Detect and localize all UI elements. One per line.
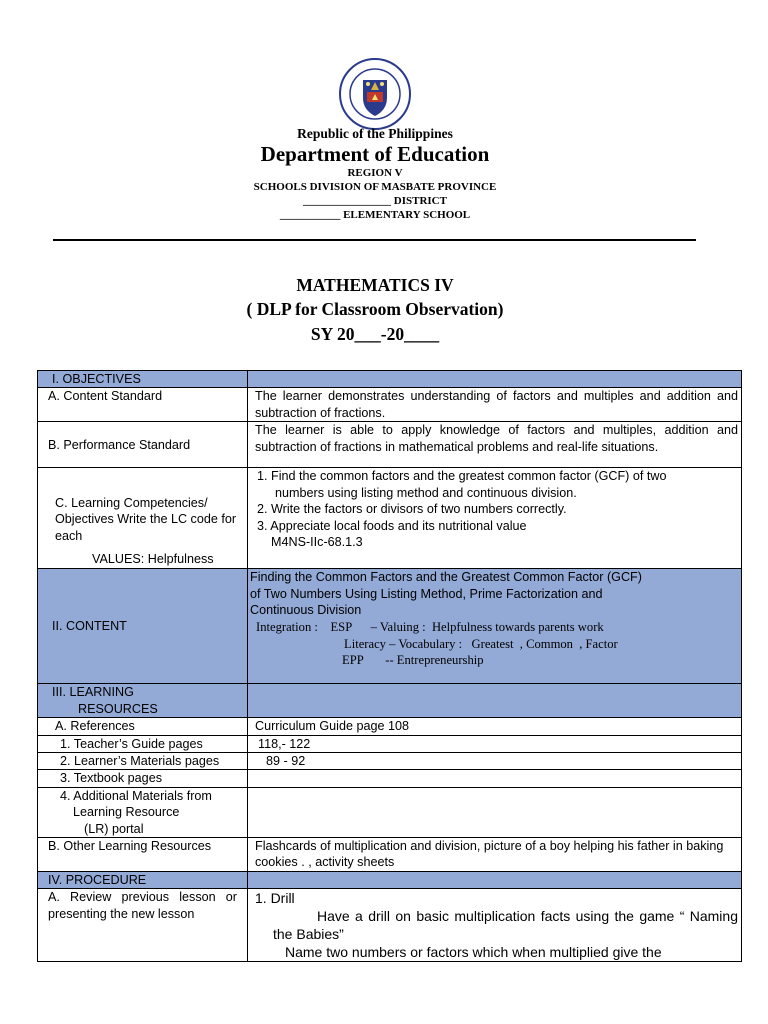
integration-literacy: Literacy – Vocabulary : Greatest , Common , Factor	[344, 636, 618, 651]
additional-materials-label	[38, 787, 248, 837]
content-standard-text: The learner demonstrates understanding of factors and multiples and addition and subtraction of fractions.	[248, 388, 742, 422]
textbook-label: 3. Textbook pages	[38, 770, 248, 787]
references-label: A. References	[38, 718, 248, 735]
header-divider	[53, 239, 696, 241]
school-line: ___________ ELEMENTARY SCHOOL	[279, 209, 471, 221]
republic-line: Republic of the Philippines	[297, 126, 453, 141]
learners-materials-pages: 89 - 92	[248, 753, 742, 770]
references-value: Curriculum Guide page 108	[248, 718, 742, 735]
learning-resources-heading-line2: RESOURCES	[78, 701, 158, 716]
table-row	[38, 838, 742, 872]
learning-resources-heading-line1: III. LEARNING	[52, 685, 134, 700]
teachers-guide-label: 1. Teacher’s Guide pages	[38, 735, 248, 752]
drill-instruction: Have a drill on basic multiplication facts using the game “ Naming the Babies”	[273, 908, 738, 943]
objectives-heading: I. OBJECTIVES	[38, 371, 248, 388]
school-year: SY 20___-20____	[310, 324, 440, 344]
review-label: A. Review previous lesson or presenting the new lesson	[48, 890, 237, 921]
content-heading: II. CONTENT	[38, 569, 248, 684]
table-row	[38, 787, 742, 837]
values-label: VALUES: Helpfulness	[92, 552, 214, 566]
integration-epp: EPP -- Entrepreneurship	[342, 652, 484, 667]
table-row	[38, 422, 742, 468]
division-line: SCHOOLS DIVISION OF MASBATE PROVINCE	[253, 181, 497, 193]
additional-materials-line3: (LR) portal	[84, 821, 144, 836]
drill-title: 1. Drill	[255, 890, 295, 907]
list-item: numbers using listing method and continuous division.	[275, 485, 577, 500]
procedure-heading: IV. PROCEDURE	[38, 872, 248, 889]
review-label-cell	[38, 889, 248, 962]
list-item: 2. Write the factors or divisors of two numbers correctly.	[257, 502, 567, 517]
table-row	[38, 718, 742, 735]
list-item: 1. Find the common factors and the greatest common factor (GCF) of two	[257, 469, 667, 484]
table-row	[38, 388, 742, 422]
learning-competencies-list	[248, 468, 742, 569]
table-row	[38, 569, 742, 684]
table-row	[38, 371, 742, 388]
subject-title: MATHEMATICS IV	[296, 275, 454, 295]
table-row	[38, 684, 742, 718]
additional-materials-value	[248, 787, 742, 837]
dlp-table	[37, 370, 742, 962]
content-topic-line: Continuous Division	[250, 603, 362, 618]
performance-standard-text: The learner is able to apply knowledge of factors and multiples, addition and subtraction of fractions in mathematical problems and real-life situations.	[248, 422, 742, 468]
content-topic-line: of Two Numbers Using Listing Method, Prime Factorization and	[250, 586, 603, 601]
table-row	[38, 468, 742, 569]
drill-text: Name two numbers or factors which when multiplied give the	[285, 944, 662, 961]
list-item: 3. Appreciate local foods and its nutritional value	[257, 518, 527, 533]
region-line: REGION V	[347, 167, 403, 179]
teachers-guide-pages: 118,- 122	[248, 735, 742, 752]
content-standard-label: A. Content Standard	[38, 388, 248, 422]
additional-materials-line2: Learning Resource	[73, 805, 180, 820]
dlp-subtitle: ( DLP for Classroom Observation)	[246, 299, 504, 319]
learners-materials-label: 2. Learner’s Materials pages	[38, 753, 248, 770]
learning-competencies-label: C. Learning Competencies/ Objectives Write the LC code for each	[55, 495, 237, 543]
district-line: ________________ DISTRICT	[303, 195, 447, 207]
other-resources-value: Flashcards of multiplication and division, picture of a boy helping his father in baking cookies . , activity sheets	[248, 838, 742, 872]
deped-seal-logo	[338, 58, 412, 130]
drill-cell	[248, 889, 742, 962]
learning-competencies-cell	[38, 468, 248, 569]
performance-standard-label: B. Performance Standard	[38, 422, 248, 468]
content-cell	[248, 569, 742, 684]
content-topic-line: Finding the Common Factors and the Greatest Common Factor (GCF)	[250, 570, 642, 585]
table-row	[38, 770, 742, 787]
learning-resources-heading	[38, 684, 248, 718]
lc-code: M4NS-IIc-68.1.3	[271, 535, 363, 550]
integration-esp: Integration : ESP – Valuing : Helpfulness towards parents work	[256, 619, 604, 634]
table-row	[38, 753, 742, 770]
table-row	[38, 872, 742, 889]
table-row	[38, 735, 742, 752]
textbook-pages	[248, 770, 742, 787]
table-row	[38, 889, 742, 962]
additional-materials-line1: 4. Additional Materials from	[60, 788, 212, 803]
department-title: Department of Education	[260, 142, 490, 166]
other-resources-label: B. Other Learning Resources	[38, 838, 248, 872]
